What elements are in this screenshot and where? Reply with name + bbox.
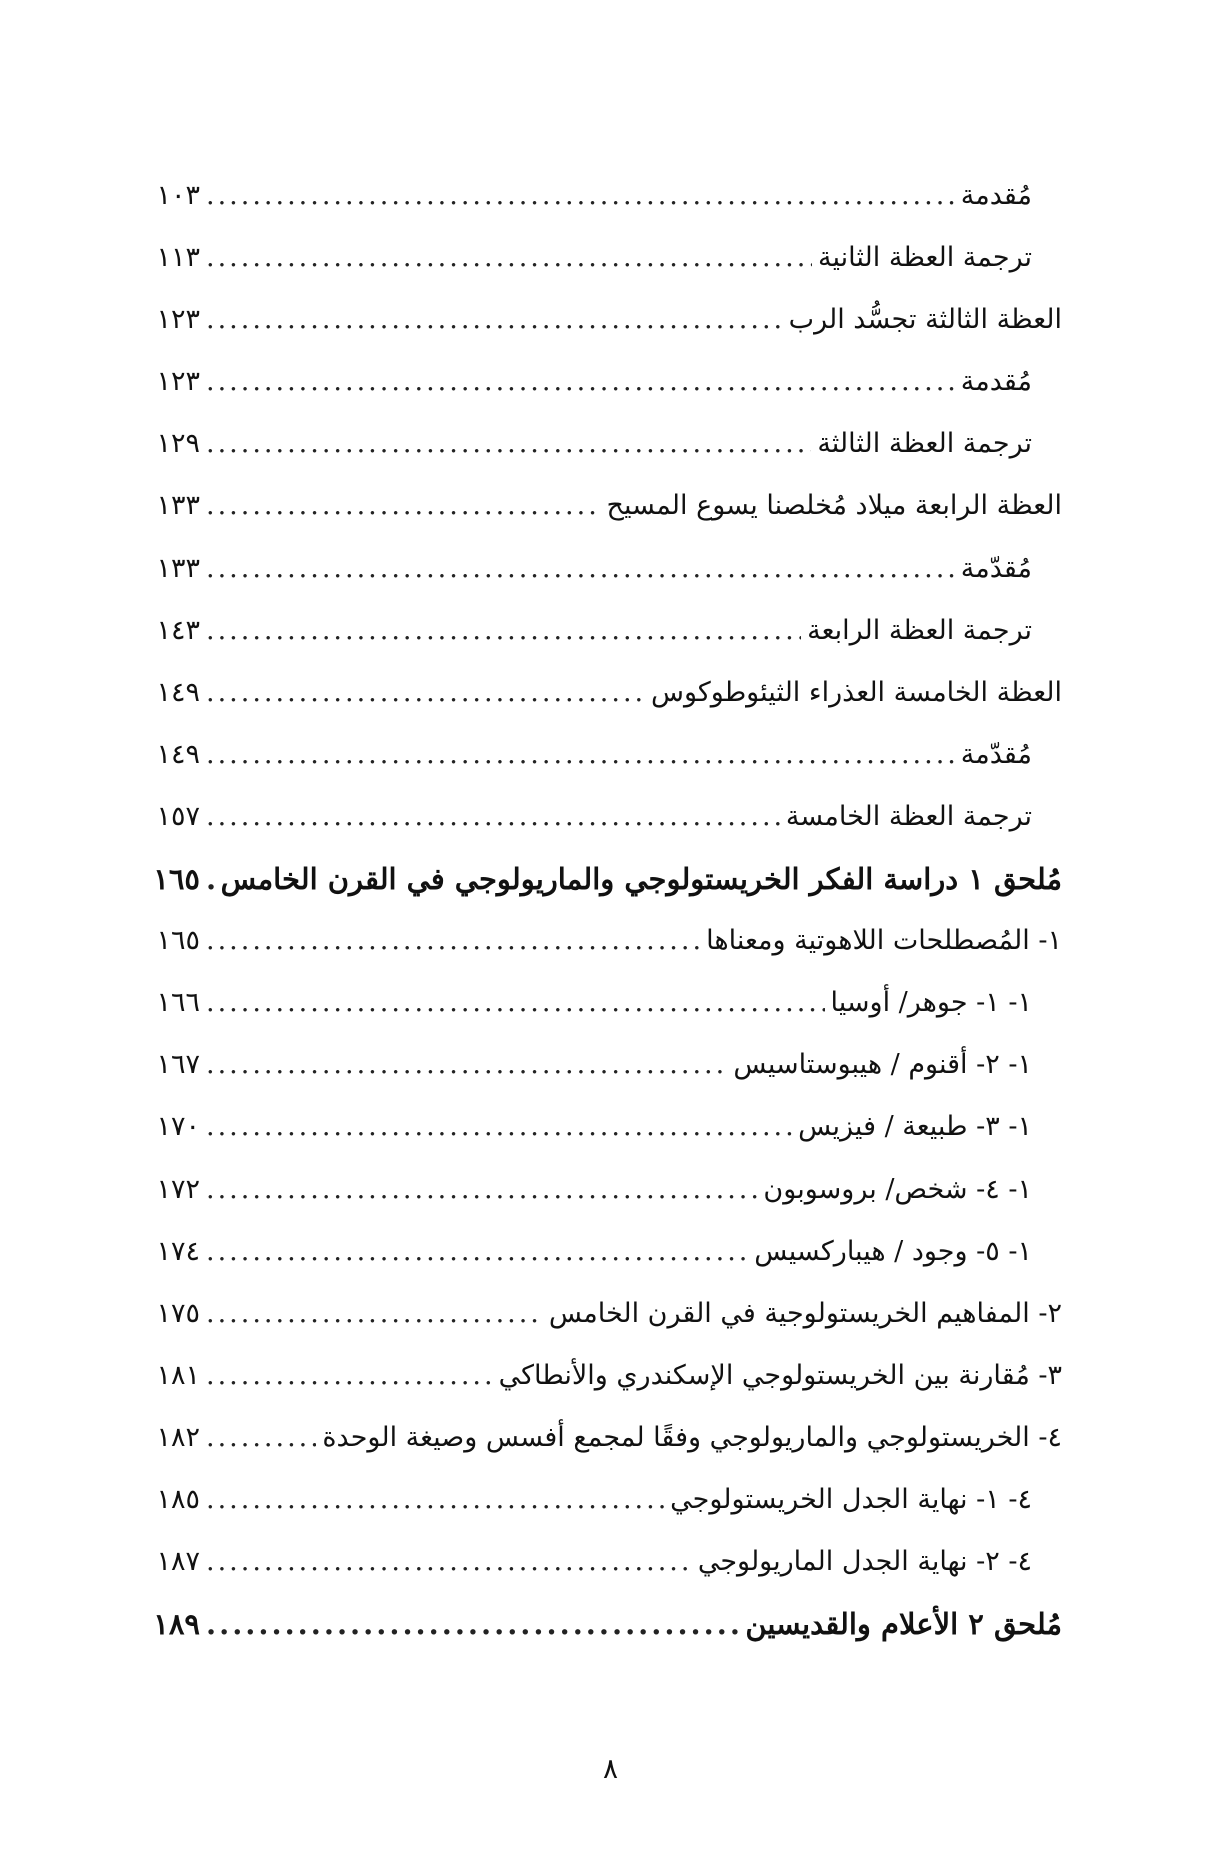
toc-entry-title: ١- المُصطلحات اللاهوتية ومعناها [706,925,1062,957]
dot-leader [206,1034,727,1096]
toc-entry-page: ١٨١ [156,1359,200,1391]
table-of-contents [153,165,1062,1655]
toc-entry-title: ٤- الخريستولوجي والماريولوجي وفقًا لمجمع أفسس وصيغة الوحدة [322,1421,1062,1453]
page-number: ٨ [602,1752,619,1785]
dot-leader [206,538,955,600]
dot-leader [206,1531,692,1593]
toc-entry [153,1593,1062,1655]
toc-entry-title: ١- ٢- أقنوم / هيبوستاسيس [733,1049,1032,1081]
toc-entry-title: ٣- مُقارنة بين الخريستولوجي الإسكندري والأنطاكي [498,1359,1062,1391]
toc-entry [158,1469,1062,1531]
toc-entry-page: ١٣٣ [156,552,200,584]
toc-entry [158,786,1062,848]
toc-entry [158,662,1062,724]
toc-entry-title: مُقدّمة [960,552,1032,584]
toc-entry-title: مُقدمة [960,180,1032,211]
toc-entry-page: ١٨٧ [156,1546,200,1578]
toc-entry-title: ٢- المفاهيم الخريستولوجية في القرن الخامس [548,1297,1062,1329]
toc-entry-page: ١٤٩ [156,676,200,708]
toc-entry [158,1283,1062,1345]
dot-leader [206,1283,543,1345]
toc-entry [158,1531,1062,1593]
toc-entry-page: ١٧٥ [156,1297,200,1329]
toc-entry-title: ١- ٣- طبيعة / فيزيس [798,1111,1032,1143]
toc-entry-title: ترجمة العظة الخامسة [785,800,1032,832]
toc-entry [158,538,1062,600]
toc-entry-page: ١٧٢ [156,1173,200,1205]
dot-leader [206,1593,739,1655]
toc-entry [158,413,1062,475]
toc-entry-title: ١- ٥- وجود / هيباركسيس [754,1235,1032,1267]
toc-entry [153,848,1062,910]
dot-leader [206,724,955,786]
toc-entry-title: مُقدمة [960,366,1032,398]
dot-leader [206,1096,792,1158]
toc-entry-title: العظة الرابعة ميلاد مُخلصنا يسوع المسيح [606,490,1062,522]
toc-entry [158,165,1062,227]
toc-entry [158,724,1062,786]
dot-leader [206,972,825,1034]
dot-leader [206,1221,748,1283]
dot-leader [206,662,645,724]
dot-leader [206,475,601,537]
dot-leader [206,848,215,910]
toc-entry-page: ١٨٩ [153,1607,200,1642]
toc-entry-title: ترجمة العظة الثانية [818,242,1032,274]
toc-entry-title: العظة الخامسة العذراء الثيئوطوكوس [650,676,1062,708]
toc-entry-title: العظة الثالثة تجسُّد الرب [788,304,1062,336]
toc-entry [158,1034,1062,1096]
toc-entry [158,1096,1062,1158]
dot-leader [206,910,700,972]
dot-leader [206,1469,664,1531]
toc-entry-title: ٤- ١- نهاية الجدل الخريستولوجي [670,1483,1032,1515]
toc-entry [158,475,1062,537]
toc-entry-page: ١٨٥ [156,1483,200,1515]
toc-entry-page: ١٨٢ [156,1421,200,1453]
toc-entry [158,910,1062,972]
dot-leader [206,413,811,475]
toc-entry-page: ١٣٣ [156,490,200,522]
toc-entry-page: ١٦٧ [156,1049,200,1081]
toc-entry-title: مُقدّمة [960,738,1032,770]
toc-entry-title: ترجمة العظة الرابعة [807,614,1032,646]
toc-entry-page: ١٢٣ [156,366,200,398]
toc-entry [158,972,1062,1034]
toc-entry-title: ١- ٤- شخص/ بروسوبون [763,1173,1032,1205]
toc-entry-page: ١٥٧ [156,800,200,832]
toc-entry-page: ١٠٣ [156,180,200,211]
toc-entry [158,1407,1062,1469]
dot-leader [206,1407,316,1469]
toc-entry-title: ٤- ٢- نهاية الجدل الماريولوجي [697,1546,1032,1578]
toc-entry-page: ١١٣ [156,242,200,274]
toc-entry-page: ١٧٠ [156,1111,200,1143]
dot-leader [206,600,801,662]
toc-entry-page: ١٧٤ [156,1235,200,1267]
toc-entry-title: ١- ١- جوهر/ أوسيا [830,987,1032,1019]
toc-entry-page: ١٦٦ [156,987,200,1019]
toc-entry [158,600,1062,662]
toc-entry-page: ١٦٥ [153,862,200,897]
toc-entry [158,1221,1062,1283]
dot-leader [206,227,812,289]
toc-entry-page: ١٢٩ [156,428,200,460]
toc-entry-page: ١٦٥ [156,925,200,957]
toc-entry-title: مُلحق ٢ الأعلام والقديسين [745,1607,1062,1642]
dot-leader [206,1159,757,1221]
dot-leader [206,351,955,413]
dot-leader [206,289,783,351]
toc-entry [158,351,1062,413]
toc-entry [158,1159,1062,1221]
toc-entry-page: ١٤٣ [156,614,200,646]
toc-entry-page: ١٢٣ [156,304,200,336]
toc-entry-title: مُلحق ١ دراسة الفكر الخريستولوجي والماريولوجي في القرن الخامس [220,862,1062,897]
toc-entry [158,1345,1062,1407]
toc-entry-title: ترجمة العظة الثالثة [817,428,1032,460]
dot-leader [206,1345,493,1407]
dot-leader [206,165,955,227]
toc-entry [158,289,1062,351]
toc-entry [158,227,1062,289]
toc-entry-page: ١٤٩ [156,738,200,770]
dot-leader [206,786,780,848]
